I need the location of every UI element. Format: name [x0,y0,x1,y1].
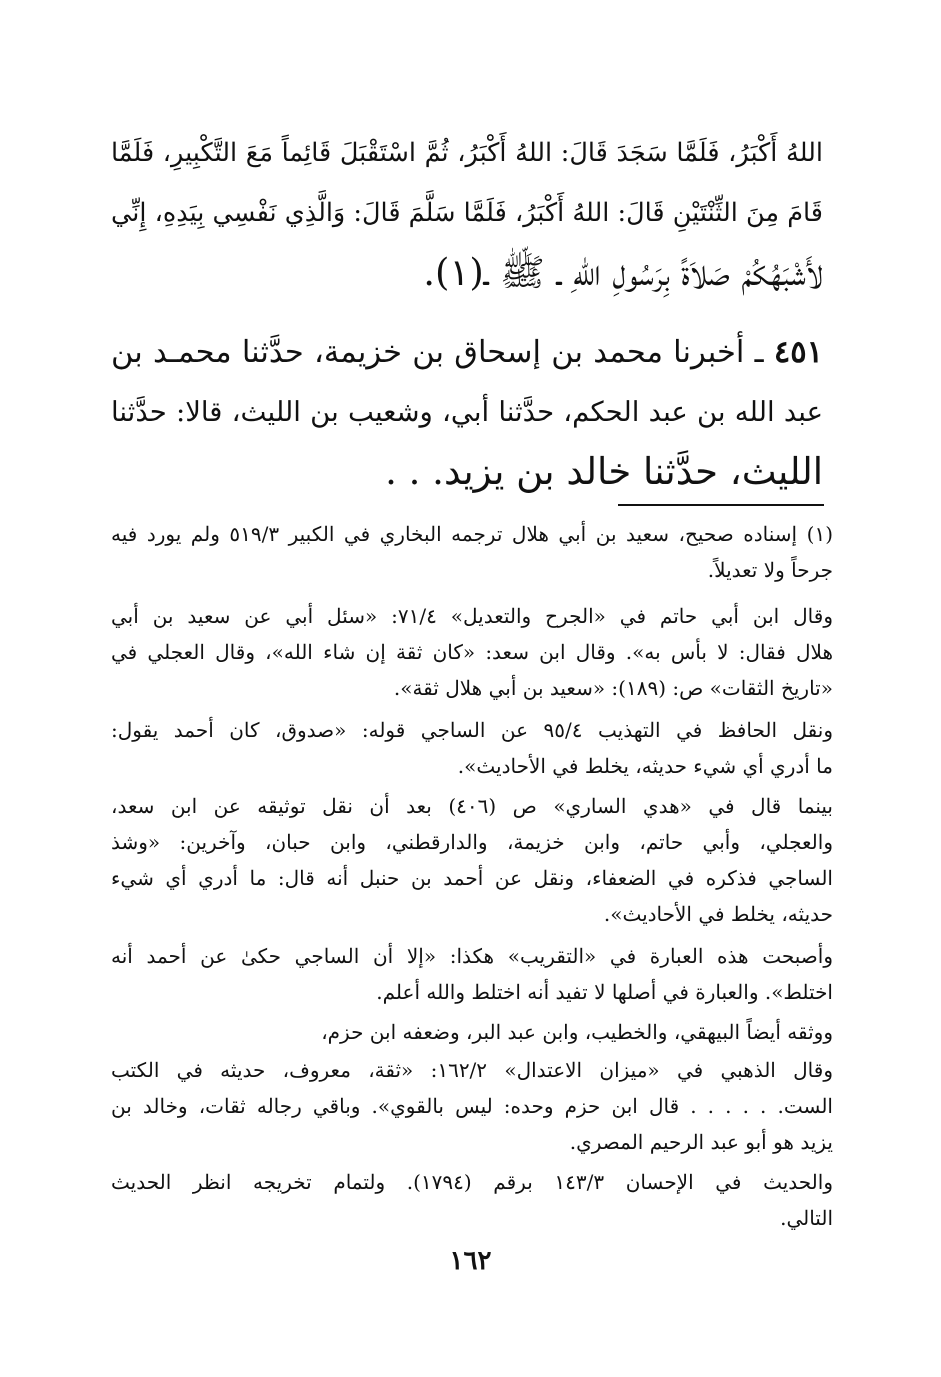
footnote-line: ما أدري أي شيء حديثه، يخلط في الأحاديث». [457,754,833,778]
hadith-text-line: قَامَ مِنَ الثِّنْتَيْنِ قَالَ: اللهُ أَكْبَرُ، فَلَمَّا سَلَّمَ قَالَ: وَالَّذِي نَفْسِي بِيَدِهِ، إِنِّي [111,198,823,228]
footnote-line: اختلط». والعبارة في أصلها لا تفيد أنه اختلط والله أعلم. [376,980,833,1004]
hadith-text-line: لأَشْبَهُكُمْ صَلاَةً بِرَسُولِ اللهِ ـ ﷺ ـ(١). [423,251,823,294]
footnote-line: وقال الذهبي في «ميزان الاعتدال» ١٦٢/٢: «ثقة، معروف، حديثه في الكتب [111,1058,833,1082]
footnote-line: والعجلي، وأبي حاتم، وابن خزيمة، والدارقطني، وابن حبان، وآخرين: «وشذ [111,830,833,854]
footnote-line: «تاريخ الثقات» ص: (١٨٩): «سعيد بن أبي هلال ثقة». [393,676,833,700]
hadith-451-line: الليث، حدَّثنا خالد بن يزيد. . . [385,450,823,493]
footnote-line: وأصبحت هذه العبارة في «التقريب» هكذا: «إلا أن الساجي حكىٰ عن أحمد أنه [111,944,833,968]
footnote-line: والحديث في الإحسان ١٤٣/٣ برقم (١٧٩٤). ولتمام تخريجه انظر الحديث [111,1170,833,1194]
footnote-line: (١) إسناده صحيح، سعيد بن أبي هلال ترجمه البخاري في الكبير ٥١٩/٣ ولم يورد فيه [111,522,833,546]
footnote-line: وقال ابن أبي حاتم في «الجرح والتعديل» ٧١/٤: «سئل أبي عن سعيد بن أبي [111,604,833,628]
footnote-line: حديثه، يخلط في الأحاديث». [603,902,833,926]
footnote-line: ونقل الحافظ في التهذيب ٩٥/٤ عن الساجي قوله: «صدوق، كان أحمد يقول: [111,718,833,742]
footnote-separator [618,504,824,506]
footnote-line: جرحاً ولا تعديلاً. [707,558,833,582]
hadith-text-line: اللهُ أَكْبَرُ، فَلَمَّا سَجَدَ قَالَ: اللهُ أَكْبَرُ، ثُمَّ اسْتَقْبَلَ قَائِماً مَعَ التَّكْبِيرِ، فَلَمَّا [111,138,823,168]
hadith-451-line: عبد الله بن عبد الحكم، حدَّثنا أبي، وشعيب بن الليث، قالا: حدَّثنا [111,396,823,428]
hadith-451-text: ـ أخبرنا محمد بن إسحاق بن خزيمة، حدَّثنا محمـد بن [111,335,764,370]
hadith-451-line [111,322,823,383]
page-number: ١٦٢ [449,1246,492,1276]
footnote-line: الست. . . . . . قال ابن حزم وحده: ليس بالقوي». وباقي رجاله ثقات، وخالد بن [111,1094,833,1118]
footnote-line: الساجي فذكره في الضعفاء، ونقل عن أحمد بن حنبل أنه قال: ما أدري أي شيء [111,866,833,890]
footnote-line: هلال فقال: لا بأس به». وقال ابن سعد: «كان ثقة إن شاء الله»، وقال العجلي في [111,640,833,664]
footnote-line: التالي. [780,1206,833,1230]
footnote-line: يزيد هو أبو عبد الرحيم المصري. [569,1130,833,1154]
footnote-line: بينما قال في «هدي الساري» ص (٤٠٦) بعد أن نقل توثيقه عن ابن سعد، [111,794,834,818]
footnote-line: ووثقه أيضاً البيهقي، والخطيب، وابن عبد البر، وضعفه ابن حزم، [321,1020,833,1044]
hadith-number: ٤٥١ [773,334,824,370]
